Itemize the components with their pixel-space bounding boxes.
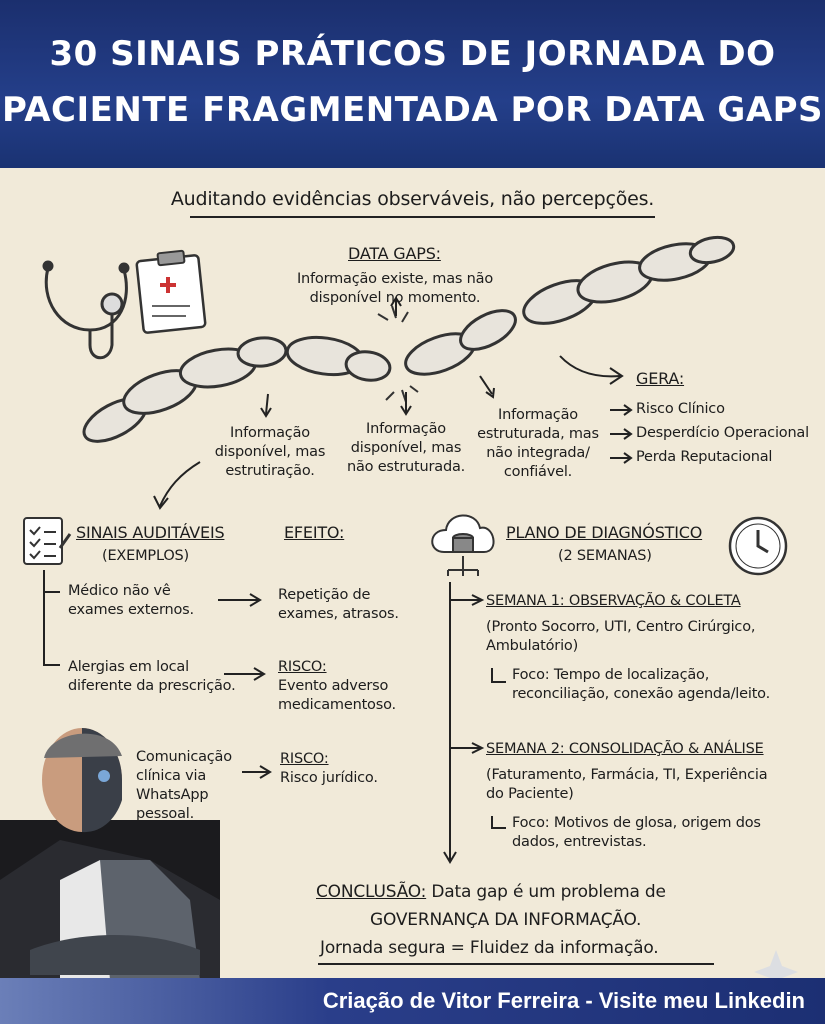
conclusion-text: Data gap é um problema de: [431, 882, 666, 902]
gap-1-line: Informação: [230, 425, 310, 441]
effect-label: RISCO:: [280, 751, 329, 767]
footer-banner[interactable]: [0, 978, 825, 1024]
gera-title: GERA:: [636, 369, 685, 388]
signal-line: pessoal.: [136, 806, 195, 822]
effect-line: Repetição de: [278, 587, 371, 603]
effect-label: RISCO:: [278, 659, 327, 675]
week-1-title: SEMANA 1: OBSERVAÇÃO & COLETA: [486, 593, 741, 609]
effect-2: [278, 658, 396, 715]
gera-item: Desperdício Operacional: [636, 425, 809, 441]
gap-3-line: não integrada/: [486, 445, 590, 461]
clock-icon: [730, 518, 786, 574]
week-2-focus-line: Foco: Motivos de glosa, origem dos: [512, 815, 761, 831]
conclusion-line-3: Jornada segura = Fluidez da informação.: [320, 938, 659, 958]
title-line-2: PACIENTE FRAGMENTADA POR DATA GAPS: [1, 90, 824, 130]
signal-1: [68, 582, 194, 620]
signal-line: clínica via: [136, 768, 207, 784]
week-1-focus-line: reconciliação, conexão agenda/leito.: [512, 686, 770, 702]
week-2-area-line: do Paciente): [486, 786, 574, 802]
effect-3: [280, 750, 378, 788]
week-2-title: SEMANA 2: CONSOLIDAÇÃO & ANÁLISE: [486, 741, 764, 757]
gap-2-line: Informação: [366, 421, 446, 437]
checklist-icon: [24, 518, 70, 564]
gap-1-line: estrutiração.: [225, 463, 315, 479]
conclusion-label: CONCLUSÃO:: [316, 882, 427, 902]
gap-text-2: [336, 420, 476, 477]
week-2-areas: [486, 766, 767, 804]
effect-line: exames, atrasos.: [278, 606, 399, 622]
sinais-title: SINAIS AUDITÁVEIS: [76, 523, 225, 542]
stethoscope-icon: [44, 262, 128, 358]
gap-2-line: disponível, mas: [350, 440, 462, 456]
effect-line: Risco jurídico.: [280, 770, 378, 786]
effect-1: [278, 586, 399, 624]
signal-line: exames externos.: [68, 602, 194, 618]
week-2-area-line: (Faturamento, Farmácia, TI, Experiência: [486, 767, 768, 783]
gap-1-line: disponível, mas: [214, 444, 326, 460]
week-1-focus-line: Foco: Tempo de localização,: [512, 667, 710, 683]
gera-item: Perda Reputacional: [636, 449, 773, 465]
signal-line: diferente da prescrição.: [68, 678, 236, 694]
week-1-focus: [512, 666, 770, 704]
plano-subtitle: (2 SEMANAS): [558, 548, 652, 564]
effect-line: medicamentoso.: [278, 697, 396, 713]
week-1-area-line: Ambulatório): [486, 638, 579, 654]
footer-text[interactable]: Criação de Vitor Ferreira - Visite meu Linkedin: [322, 988, 805, 1013]
data-gaps-desc-line1: Informação existe, mas não: [296, 271, 494, 287]
signal-3: [136, 748, 232, 824]
conclusion-line-2: GOVERNANÇA DA INFORMAÇÃO.: [370, 910, 642, 930]
gap-3-line: estruturada, mas: [477, 426, 599, 442]
signal-line: Médico não vê: [68, 583, 171, 599]
gap-text-3: [468, 406, 608, 482]
signal-line: Alergias em local: [68, 659, 189, 675]
gap-3-line: confiável.: [503, 464, 573, 480]
title-line-1: 30 SINAIS PRÁTICOS DE JORNADA DO: [49, 34, 776, 74]
week-2-focus: [512, 814, 761, 852]
week-1-areas: [486, 618, 755, 656]
sinais-subtitle: (EXEMPLOS): [102, 548, 190, 564]
plano-title: PLANO DE DIAGNÓSTICO: [506, 523, 703, 542]
gera-item: Risco Clínico: [636, 401, 725, 417]
data-gaps-title: DATA GAPS:: [348, 244, 441, 263]
week-2-focus-line: dados, entrevistas.: [512, 834, 647, 850]
effect-line: Evento adverso: [278, 678, 389, 694]
data-gaps-desc-line2: disponível no momento.: [309, 290, 481, 306]
gap-text-1: [200, 424, 340, 481]
gap-2-line: não estruturada.: [346, 459, 466, 475]
week-1-area-line: (Pronto Socorro, UTI, Centro Cirúrgico,: [486, 619, 756, 635]
data-gaps-desc: [280, 270, 510, 308]
gap-3-line: Informação: [498, 407, 578, 423]
clipboard-icon: [136, 251, 205, 333]
conclusion-line-1: [316, 882, 666, 902]
subtitle: Auditando evidências observáveis, não percepções.: [170, 188, 655, 210]
cloud-database-icon: [432, 515, 493, 576]
signal-line: Comunicação: [136, 749, 232, 765]
signal-line: WhatsApp: [136, 787, 209, 803]
efeito-title: EFEITO:: [284, 523, 345, 542]
signal-2: [68, 658, 236, 696]
